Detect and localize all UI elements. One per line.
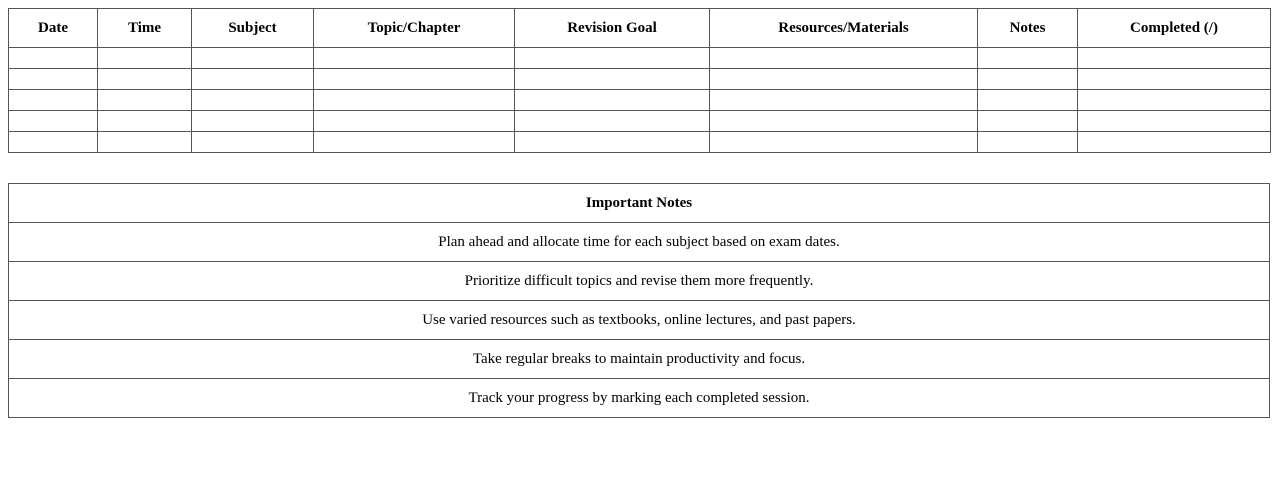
note-text: Prioritize difficult topics and revise them more frequently. bbox=[9, 262, 1270, 301]
schedule-header-row bbox=[9, 9, 1271, 48]
note-row bbox=[9, 262, 1270, 301]
notes-title: Important Notes bbox=[9, 184, 1270, 223]
note-text: Track your progress by marking each completed session. bbox=[9, 379, 1270, 418]
notes-header-row bbox=[9, 184, 1270, 223]
table-cell[interactable] bbox=[515, 132, 710, 153]
header-subject: Subject bbox=[192, 9, 314, 48]
table-cell[interactable] bbox=[9, 111, 98, 132]
table-cell[interactable] bbox=[192, 48, 314, 69]
table-cell[interactable] bbox=[978, 90, 1078, 111]
table-cell[interactable] bbox=[98, 111, 192, 132]
table-row bbox=[9, 48, 1271, 69]
table-cell[interactable] bbox=[314, 90, 515, 111]
table-cell[interactable] bbox=[978, 132, 1078, 153]
header-date: Date bbox=[9, 9, 98, 48]
table-cell[interactable] bbox=[192, 69, 314, 90]
table-cell[interactable] bbox=[515, 69, 710, 90]
table-cell[interactable] bbox=[9, 69, 98, 90]
table-cell[interactable] bbox=[192, 132, 314, 153]
header-time: Time bbox=[98, 9, 192, 48]
table-row bbox=[9, 132, 1271, 153]
note-text: Use varied resources such as textbooks, online lectures, and past papers. bbox=[9, 301, 1270, 340]
table-cell[interactable] bbox=[98, 90, 192, 111]
table-cell[interactable] bbox=[978, 48, 1078, 69]
table-cell[interactable] bbox=[710, 90, 978, 111]
important-notes-table bbox=[8, 183, 1270, 418]
table-cell[interactable] bbox=[515, 111, 710, 132]
table-cell[interactable] bbox=[314, 69, 515, 90]
table-cell[interactable] bbox=[314, 48, 515, 69]
header-revision-goal: Revision Goal bbox=[515, 9, 710, 48]
page bbox=[8, 8, 1270, 418]
table-cell[interactable] bbox=[192, 90, 314, 111]
table-cell[interactable] bbox=[1078, 90, 1271, 111]
header-topic-chapter: Topic/Chapter bbox=[314, 9, 515, 48]
table-cell[interactable] bbox=[1078, 111, 1271, 132]
note-row bbox=[9, 223, 1270, 262]
table-row bbox=[9, 90, 1271, 111]
table-cell[interactable] bbox=[1078, 69, 1271, 90]
table-cell[interactable] bbox=[978, 69, 1078, 90]
table-cell[interactable] bbox=[1078, 48, 1271, 69]
note-row bbox=[9, 379, 1270, 418]
note-row bbox=[9, 340, 1270, 379]
table-cell[interactable] bbox=[710, 132, 978, 153]
table-row bbox=[9, 111, 1271, 132]
table-cell[interactable] bbox=[98, 132, 192, 153]
table-cell[interactable] bbox=[314, 111, 515, 132]
table-cell[interactable] bbox=[710, 111, 978, 132]
note-text: Take regular breaks to maintain productivity and focus. bbox=[9, 340, 1270, 379]
table-cell[interactable] bbox=[515, 48, 710, 69]
table-cell[interactable] bbox=[192, 111, 314, 132]
table-row bbox=[9, 69, 1271, 90]
table-cell[interactable] bbox=[978, 111, 1078, 132]
table-cell[interactable] bbox=[98, 48, 192, 69]
header-notes: Notes bbox=[978, 9, 1078, 48]
note-text: Plan ahead and allocate time for each subject based on exam dates. bbox=[9, 223, 1270, 262]
table-cell[interactable] bbox=[710, 69, 978, 90]
table-cell[interactable] bbox=[9, 90, 98, 111]
table-cell[interactable] bbox=[98, 69, 192, 90]
table-cell[interactable] bbox=[515, 90, 710, 111]
note-row bbox=[9, 301, 1270, 340]
table-cell[interactable] bbox=[1078, 132, 1271, 153]
table-cell[interactable] bbox=[314, 132, 515, 153]
header-resources-materials: Resources/Materials bbox=[710, 9, 978, 48]
schedule-body bbox=[9, 48, 1271, 153]
table-cell[interactable] bbox=[9, 132, 98, 153]
notes-body bbox=[9, 223, 1270, 418]
table-cell[interactable] bbox=[9, 48, 98, 69]
header-completed: Completed (/) bbox=[1078, 9, 1271, 48]
revision-schedule-table bbox=[8, 8, 1271, 153]
table-cell[interactable] bbox=[710, 48, 978, 69]
